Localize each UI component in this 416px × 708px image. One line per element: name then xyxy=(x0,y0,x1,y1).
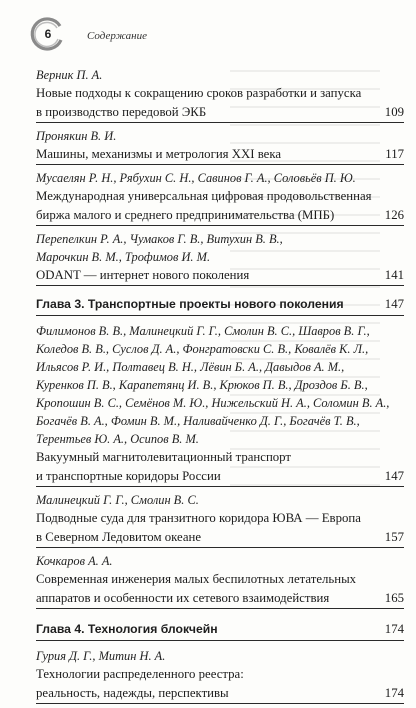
toc-entry[interactable] xyxy=(36,647,404,704)
entry-page-number: 147 xyxy=(384,469,404,483)
page-number: 6 xyxy=(44,27,52,41)
author-line: Богачёв В. А., Фомин В. М., Наливайченко Д. Г., Богачёв Т. В., xyxy=(36,414,360,428)
author-line: Кропошин В. С., Семёнов М. Ю., Нижельский Н. А., Соломин В. А., xyxy=(36,396,390,410)
title-line: и транспортные коридоры России xyxy=(36,467,404,487)
title-line: Современная инженерия малых беспилотных летательных xyxy=(36,572,357,586)
table-of-contents xyxy=(36,66,404,708)
entry-title xyxy=(36,570,404,609)
chapter-heading[interactable] xyxy=(36,294,404,316)
entry-title xyxy=(36,448,404,487)
toc-entry[interactable] xyxy=(36,127,404,165)
entry-title xyxy=(36,665,404,704)
title-line: Вакуумный магнитолевитационный транспорт xyxy=(36,450,292,464)
chapter-page: 147 xyxy=(384,297,404,311)
toc-entry[interactable] xyxy=(36,169,404,226)
entry-title xyxy=(36,509,404,548)
author-line: Терентьев Ю. А., Осипов В. М. xyxy=(36,432,199,446)
chapter-heading[interactable] xyxy=(36,619,404,641)
entry-page-number: 157 xyxy=(384,530,404,544)
title-line: Новые подходы к сокращению сроков разработки и запуска xyxy=(36,86,362,100)
author-line: Пронякин В. И. xyxy=(36,129,117,143)
entry-authors xyxy=(36,647,404,665)
toc-entry[interactable] xyxy=(36,552,404,609)
title-line: в Северном Ледовитом океане xyxy=(36,528,404,548)
entry-title xyxy=(36,266,404,286)
title-line: аппаратов и особенности их сетевого взаимодействия xyxy=(36,589,404,609)
title-line: Технологии распределенного реестра: xyxy=(36,667,244,681)
entries-group xyxy=(36,322,404,609)
entry-page-number: 109 xyxy=(384,105,404,119)
entry-authors xyxy=(36,322,404,448)
title-line: биржа малого и среднего предпринимательства (МПБ) xyxy=(36,206,404,226)
entry-page-number: 117 xyxy=(385,147,404,161)
title-line: реальность, надежды, перспективы xyxy=(36,684,404,704)
author-line: Малинецкий Г. Г., Смолин В. С. xyxy=(36,493,199,507)
title-line: Машины, механизмы и метрология XXI века xyxy=(36,145,404,165)
section-title: Содержание xyxy=(87,30,148,42)
entry-page-number: 126 xyxy=(384,208,404,222)
chapter-label: Глава 3. Транспортные проекты нового поколения xyxy=(36,297,344,311)
author-line: Мусаелян Р. Н., Рябухин С. Н., Савинов Г. А., Соловьёв П. Ю. xyxy=(36,171,356,185)
title-line: ODANT — интернет нового поколения xyxy=(36,266,404,286)
entry-authors xyxy=(36,230,404,266)
author-line: Филимонов В. В., Малинецкий Г. Г., Смолин В. С., Шавров В. Г., xyxy=(36,324,370,338)
title-line: Международная универсальная цифровая продовольственная xyxy=(36,189,372,203)
author-line: Куренков П. В., Карапетянц И. В., Крюков П. В., Дроздов Б. В., xyxy=(36,378,368,392)
entry-authors xyxy=(36,552,404,570)
author-line: Коледов В. В., Суслов Д. А., Фонгратовски С. В., Ковалёв К. Л., xyxy=(36,342,369,356)
author-line: Ильясов Р. И., Полтавец В. Н., Лёвин Б. А., Давыдов А. М., xyxy=(36,360,345,374)
author-line: Кочкаров А. А. xyxy=(36,554,113,568)
toc-entry[interactable] xyxy=(36,66,404,123)
author-line: Гурия Д. Г., Митин Н. А. xyxy=(36,649,166,663)
toc-entry[interactable] xyxy=(36,322,404,487)
title-line: в производство передовой ЭКБ xyxy=(36,103,404,123)
title-line: Подводные суда для транзитного коридора ЮВА — Европа xyxy=(36,511,361,525)
toc-entry[interactable] xyxy=(36,491,404,548)
author-line: Марочкин В. М., Трофимов И. М. xyxy=(36,250,211,264)
entries-group xyxy=(36,66,404,286)
chapter-page: 174 xyxy=(384,622,404,636)
entry-title xyxy=(36,187,404,226)
page-header xyxy=(30,18,410,58)
chapter-label: Глава 4. Технология блокчейн xyxy=(36,622,218,636)
entry-authors xyxy=(36,127,404,145)
author-line: Перепелкин Р. А., Чумаков Г. В., Витухин В. В., xyxy=(36,232,283,246)
entry-page-number: 141 xyxy=(384,268,404,282)
entry-title xyxy=(36,145,404,165)
entries-group xyxy=(36,647,404,704)
entry-authors xyxy=(36,491,404,509)
entry-authors xyxy=(36,66,404,84)
entry-title xyxy=(36,84,404,123)
entry-page-number: 165 xyxy=(384,591,404,605)
entry-authors xyxy=(36,169,404,187)
author-line: Верник П. А. xyxy=(36,68,103,82)
toc-entry[interactable] xyxy=(36,230,404,286)
entry-page-number: 174 xyxy=(384,686,404,700)
